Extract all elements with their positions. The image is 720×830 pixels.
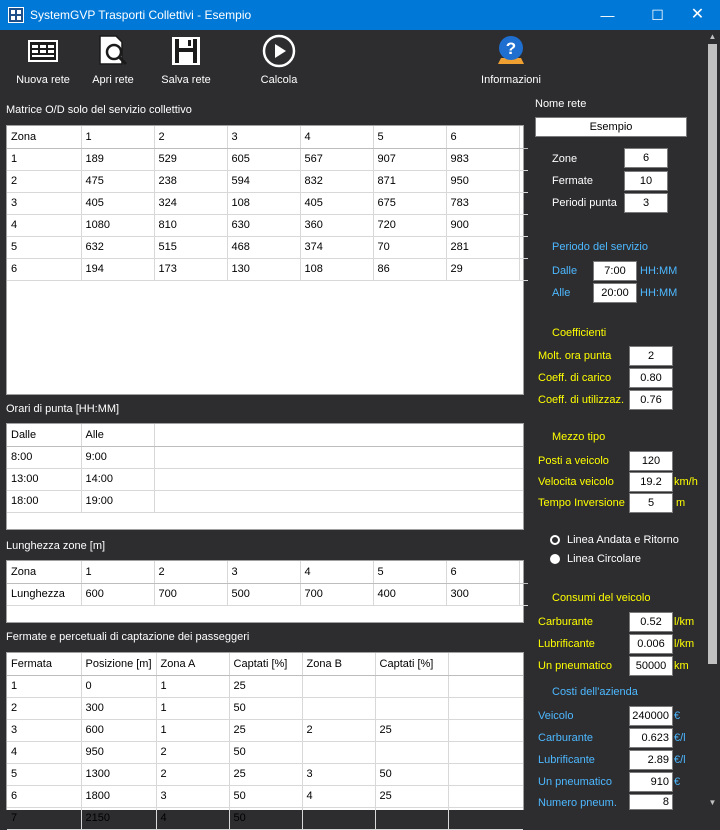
table-filler-cell (519, 236, 528, 258)
fuel-cost-input[interactable]: 0.623 (629, 728, 673, 748)
table-cell[interactable] (375, 697, 448, 719)
column-header: Zona B (302, 653, 375, 675)
table-filler-cell (154, 468, 523, 490)
table-cell[interactable]: 1 (7, 148, 81, 170)
table-cell[interactable]: 871 (373, 170, 446, 192)
table-row (7, 490, 523, 512)
seats-input[interactable]: 120 (629, 451, 673, 471)
table-cell[interactable]: 1 (156, 697, 229, 719)
fuel-consumption-label: Carburante (538, 616, 594, 628)
peak-multiplier-label: Molt. ora punta (538, 350, 612, 362)
info-button[interactable] (478, 34, 544, 86)
network-name-input[interactable]: Esempio (535, 117, 687, 137)
table-row (7, 763, 523, 785)
table-cell[interactable]: 189 (81, 148, 154, 170)
tyre-life-label: Un pneumatico (538, 660, 612, 672)
table-cell[interactable]: 468 (227, 236, 300, 258)
table-row (7, 192, 528, 214)
vertical-scrollbar[interactable] (705, 30, 720, 810)
tyre-life-input[interactable]: 50000 (629, 656, 673, 676)
vehicle-cost-input[interactable]: 240000 (629, 706, 673, 726)
table-cell[interactable]: 500 (227, 583, 300, 605)
table-cell[interactable]: 108 (227, 192, 300, 214)
table-cell[interactable]: 360 (300, 214, 373, 236)
fuel-cost-unit: €/l (674, 732, 686, 744)
table-filler-cell (154, 490, 523, 512)
table-cell[interactable]: 2150 (81, 807, 156, 829)
new-network-label: Nuova rete (16, 74, 70, 86)
table-filler-cell (448, 719, 523, 741)
table-cell[interactable]: 605 (227, 148, 300, 170)
new-network-icon (14, 34, 72, 68)
open-network-button[interactable] (88, 34, 138, 86)
utilization-coeff-input[interactable]: 0.76 (629, 390, 673, 410)
company-costs-title: Costi dell'azienda (552, 686, 638, 698)
tyre-cost-unit: € (674, 776, 681, 788)
table-cell[interactable]: 29 (446, 258, 519, 280)
table-cell[interactable]: 2 (156, 741, 229, 763)
table-cell[interactable]: 50 (229, 807, 302, 829)
table-cell[interactable]: 720 (373, 214, 446, 236)
table-filler-cell (519, 214, 528, 236)
table-filler-cell (519, 126, 528, 148)
toolbar (0, 30, 720, 92)
table-cell[interactable]: 594 (227, 170, 300, 192)
table-filler-cell (519, 170, 528, 192)
table-cell[interactable]: 600 (81, 719, 156, 741)
scroll-up-icon[interactable]: ▲ (708, 32, 717, 41)
table-cell[interactable]: 3 (7, 192, 81, 214)
table-cell[interactable]: 700 (154, 583, 227, 605)
table-cell[interactable]: 5 (7, 236, 81, 258)
zones-label: Zone (552, 153, 578, 165)
open-network-label: Apri rete (92, 74, 134, 86)
table-cell[interactable] (302, 741, 375, 763)
column-header: 2 (154, 126, 227, 148)
table-cell[interactable] (302, 697, 375, 719)
table-row (7, 675, 523, 697)
tyre-count-label: Numero pneum. (538, 797, 617, 809)
table-cell[interactable]: 108 (300, 258, 373, 280)
table-cell[interactable]: 783 (446, 192, 519, 214)
fuel-cost-label: Carburante (538, 732, 594, 744)
maximize-button[interactable]: ☐ (651, 7, 664, 23)
table-cell[interactable]: 50 (375, 763, 448, 785)
table-cell[interactable]: 810 (154, 214, 227, 236)
table-row (7, 719, 523, 741)
table-cell[interactable]: 4 (7, 741, 81, 763)
column-header: 4 (300, 561, 373, 583)
fuel-consumption-input[interactable]: 0.52 (629, 612, 673, 632)
table-cell[interactable]: 50 (229, 785, 302, 807)
table-filler-cell (448, 675, 523, 697)
lubricant-cost-unit: €/l (674, 754, 686, 766)
vehicle-type-title: Mezzo tipo (552, 431, 606, 443)
svg-text:?: ? (505, 39, 517, 58)
table-cell[interactable]: 18:00 (7, 490, 81, 512)
to-unit: HH:MM (640, 287, 678, 299)
zones-input[interactable]: 6 (624, 148, 668, 168)
from-unit: HH:MM (640, 265, 678, 277)
table-cell[interactable]: 632 (81, 236, 154, 258)
table-filler-cell (519, 258, 528, 280)
speed-input[interactable]: 19.2 (629, 472, 673, 492)
table-cell[interactable]: 194 (81, 258, 154, 280)
close-button[interactable]: ✕ (690, 6, 705, 23)
table-cell[interactable]: 400 (373, 583, 446, 605)
zone-length-grid[interactable] (6, 560, 524, 623)
minimize-button[interactable]: — (600, 7, 615, 23)
stops-count-label: Fermate (552, 175, 593, 187)
column-header: 1 (81, 561, 154, 583)
table-cell[interactable]: 25 (229, 763, 302, 785)
column-header: 6 (446, 126, 519, 148)
column-header: Fermata (7, 653, 81, 675)
vehicle-cost-unit: € (674, 710, 681, 722)
table-cell[interactable] (375, 675, 448, 697)
column-header: 6 (446, 561, 519, 583)
table-cell[interactable]: 374 (300, 236, 373, 258)
table-cell[interactable]: 983 (446, 148, 519, 170)
table-header-row (7, 126, 528, 148)
table-cell[interactable]: 173 (154, 258, 227, 280)
table-row (7, 468, 523, 490)
table-cell[interactable]: 1 (7, 675, 81, 697)
table-cell[interactable]: 300 (446, 583, 519, 605)
table-filler-cell (519, 561, 528, 583)
table-cell[interactable] (375, 741, 448, 763)
table-header-row (7, 653, 523, 675)
table-cell[interactable]: 907 (373, 148, 446, 170)
zone-length-label: Lunghezza zone [m] (6, 540, 106, 552)
table-cell[interactable]: 2 (7, 170, 81, 192)
app-icon (8, 7, 24, 23)
table-row (7, 741, 523, 763)
inversion-time-label: Tempo Inversione (538, 497, 625, 509)
table-row (7, 148, 528, 170)
stops-table (7, 653, 523, 830)
peak-hours-grid[interactable] (6, 423, 524, 530)
load-coeff-label: Coeff. di carico (538, 372, 612, 384)
table-cell[interactable]: 130 (227, 258, 300, 280)
from-time-input[interactable]: 7:00 (593, 261, 637, 281)
table-cell[interactable] (302, 807, 375, 829)
window-title: SystemGVP Trasporti Collettivi - Esempio (30, 8, 252, 22)
table-cell[interactable]: 4 (7, 214, 81, 236)
table-cell[interactable]: 2 (302, 719, 375, 741)
table-cell[interactable]: 6 (7, 258, 81, 280)
table-cell[interactable]: 4 (302, 785, 375, 807)
line-round-trip-radio[interactable] (550, 535, 560, 545)
table-cell[interactable]: 281 (446, 236, 519, 258)
table-cell[interactable]: 50 (229, 697, 302, 719)
table-cell[interactable]: 300 (81, 697, 156, 719)
table-cell[interactable]: 3 (7, 719, 81, 741)
column-header: 5 (373, 126, 446, 148)
column-header: Captati [%] (229, 653, 302, 675)
save-icon (160, 34, 212, 68)
table-cell[interactable]: 1 (156, 675, 229, 697)
column-header: Zona (7, 561, 81, 583)
tyre-cost-label: Un pneumatico (538, 776, 612, 788)
table-row (7, 258, 528, 280)
table-cell[interactable] (375, 807, 448, 829)
table-cell[interactable]: 70 (373, 236, 446, 258)
table-cell[interactable]: 1 (156, 719, 229, 741)
table-cell[interactable]: 13:00 (7, 468, 81, 490)
table-cell[interactable]: 9:00 (81, 446, 154, 468)
table-cell[interactable]: 529 (154, 148, 227, 170)
calculate-button[interactable] (256, 34, 302, 86)
lubricant-consumption-label: Lubrificante (538, 638, 595, 650)
table-cell[interactable]: 0 (81, 675, 156, 697)
lubricant-cost-input[interactable]: 2.89 (629, 750, 673, 770)
help-icon (478, 34, 544, 68)
scroll-down-icon[interactable]: ▼ (708, 798, 717, 807)
tyre-cost-input[interactable]: 910 (629, 772, 673, 792)
speed-unit: km/h (674, 476, 698, 488)
column-header: Zona A (156, 653, 229, 675)
peak-periods-input[interactable]: 3 (624, 193, 668, 213)
to-label: Alle (552, 287, 571, 299)
table-cell[interactable]: 950 (81, 741, 156, 763)
column-header: Captati [%] (375, 653, 448, 675)
service-period-title: Periodo del servizio (552, 241, 648, 253)
open-network-icon (88, 34, 138, 68)
table-cell[interactable]: 567 (300, 148, 373, 170)
table-cell[interactable]: 515 (154, 236, 227, 258)
network-name-label: Nome rete (535, 98, 587, 110)
column-header: 2 (154, 561, 227, 583)
table-row (7, 214, 528, 236)
fuel-consumption-unit: l/km (674, 616, 695, 628)
table-filler-cell (519, 148, 528, 170)
consumption-title: Consumi del veicolo (552, 592, 651, 604)
save-network-label: Salva rete (161, 74, 211, 86)
table-cell[interactable]: 3 (156, 785, 229, 807)
table-filler-cell (519, 192, 528, 214)
table-cell[interactable]: 475 (81, 170, 154, 192)
save-network-button[interactable] (160, 34, 212, 86)
to-time-input[interactable]: 20:00 (593, 283, 637, 303)
stops-label: Fermate e percetuali di captazione dei passeggeri (6, 631, 250, 643)
table-cell[interactable]: 6 (7, 785, 81, 807)
column-header: Posizione [m] (81, 653, 156, 675)
table-filler-cell (448, 763, 523, 785)
table-cell[interactable] (302, 675, 375, 697)
peak-hours-table (7, 424, 523, 513)
column-header: Dalle (7, 424, 81, 446)
table-row (7, 785, 523, 807)
scrollbar-thumb[interactable] (708, 44, 717, 664)
load-coeff-input[interactable]: 0.80 (629, 368, 673, 388)
column-header: 4 (300, 126, 373, 148)
table-cell[interactable]: 7 (7, 807, 81, 829)
tyre-life-unit: km (674, 660, 689, 672)
matrix-label: Matrice O/D solo del servizio collettivo (6, 104, 192, 116)
matrix-grid[interactable] (6, 125, 524, 395)
from-label: Dalle (552, 265, 578, 277)
table-cell[interactable]: 25 (375, 785, 448, 807)
peak-hours-label: Orari di punta [HH:MM] (6, 403, 120, 415)
table-row (7, 170, 528, 192)
seats-label: Posti a veicolo (538, 455, 609, 467)
table-cell[interactable]: 50 (229, 741, 302, 763)
speed-label: Velocita veicolo (538, 476, 614, 488)
inversion-time-unit: m (676, 497, 686, 509)
line-circular-radio[interactable] (550, 554, 560, 564)
table-cell[interactable]: 405 (81, 192, 154, 214)
play-icon (256, 34, 302, 68)
table-row (7, 446, 523, 468)
column-header: Zona (7, 126, 81, 148)
table-cell[interactable]: 1080 (81, 214, 154, 236)
column-header: 3 (227, 561, 300, 583)
table-cell[interactable]: Lunghezza (7, 583, 81, 605)
table-cell[interactable]: 25 (229, 675, 302, 697)
info-label: Informazioni (481, 74, 541, 86)
table-cell[interactable]: 25 (375, 719, 448, 741)
column-header: Alle (81, 424, 154, 446)
table-row (7, 236, 528, 258)
table-row (7, 807, 523, 829)
table-cell[interactable]: 2 (7, 697, 81, 719)
column-header: 5 (373, 561, 446, 583)
table-filler-cell (448, 697, 523, 719)
table-cell[interactable]: 8:00 (7, 446, 81, 468)
utilization-coeff-label: Coeff. di utilizzaz. (538, 394, 625, 406)
table-cell[interactable]: 1800 (81, 785, 156, 807)
table-filler-cell (154, 446, 523, 468)
lubricant-consumption-unit: l/km (674, 638, 695, 650)
table-cell[interactable]: 3 (302, 763, 375, 785)
table-cell[interactable]: 832 (300, 170, 373, 192)
table-cell[interactable]: 1300 (81, 763, 156, 785)
column-header: 1 (81, 126, 154, 148)
table-filler-cell (448, 741, 523, 763)
peak-multiplier-input[interactable]: 2 (629, 346, 673, 366)
table-cell[interactable]: 2 (156, 763, 229, 785)
table-filler-cell (519, 583, 528, 605)
table-cell[interactable]: 600 (81, 583, 154, 605)
table-header-row (7, 561, 528, 583)
table-cell[interactable]: 4 (156, 807, 229, 829)
inversion-time-input[interactable]: 5 (629, 493, 673, 513)
table-row (7, 697, 523, 719)
table-header-row (7, 424, 523, 446)
column-header: 3 (227, 126, 300, 148)
tyre-count-input[interactable]: 8 (629, 794, 673, 810)
table-cell[interactable]: 630 (227, 214, 300, 236)
title-bar (0, 0, 720, 30)
lubricant-cost-label: Lubrificante (538, 754, 595, 766)
lubricant-consumption-input[interactable]: 0.006 (629, 634, 673, 654)
table-cell[interactable]: 900 (446, 214, 519, 236)
zone-length-table (7, 561, 528, 606)
stops-count-input[interactable]: 10 (624, 171, 668, 191)
table-filler-cell (448, 653, 523, 675)
line-round-trip-label: Linea Andata e Ritorno (567, 534, 679, 546)
table-filler-cell (448, 785, 523, 807)
table-row (7, 583, 528, 605)
table-cell[interactable]: 5 (7, 763, 81, 785)
table-cell[interactable]: 950 (446, 170, 519, 192)
new-network-button[interactable] (14, 34, 72, 86)
peak-periods-label: Periodi punta (552, 197, 617, 209)
table-cell[interactable]: 405 (300, 192, 373, 214)
table-cell[interactable]: 238 (154, 170, 227, 192)
table-cell[interactable]: 19:00 (81, 490, 154, 512)
table-cell[interactable]: 324 (154, 192, 227, 214)
line-circular-label: Linea Circolare (567, 553, 641, 565)
coefficients-title: Coefficienti (552, 327, 607, 339)
table-cell[interactable]: 14:00 (81, 468, 154, 490)
table-filler-cell (154, 424, 523, 446)
table-cell[interactable]: 86 (373, 258, 446, 280)
table-cell[interactable]: 700 (300, 583, 373, 605)
table-cell[interactable]: 25 (229, 719, 302, 741)
calculate-label: Calcola (260, 74, 298, 86)
matrix-table (7, 126, 528, 281)
table-cell[interactable]: 675 (373, 192, 446, 214)
vehicle-cost-label: Veicolo (538, 710, 574, 722)
stops-grid[interactable] (6, 652, 524, 824)
table-filler-cell (448, 807, 523, 829)
